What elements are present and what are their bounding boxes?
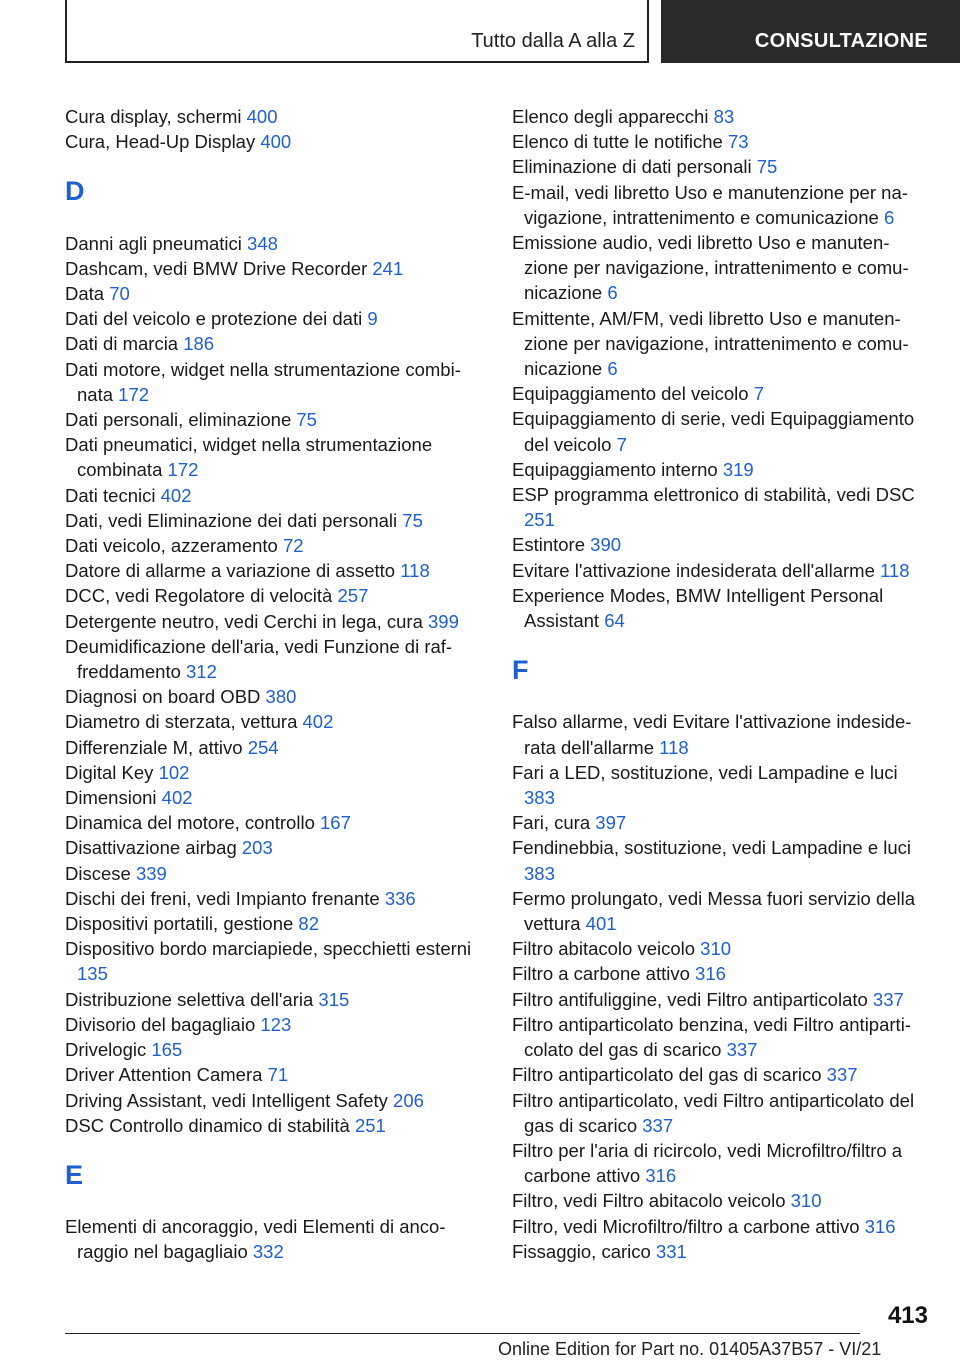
index-entry-text: Fari a LED, sostituzione, vedi Lampadine e luci xyxy=(512,761,898,783)
page-reference-link[interactable]: 336 xyxy=(384,887,416,909)
index-entry xyxy=(65,129,480,154)
page-reference-link[interactable]: 75 xyxy=(296,409,317,431)
index-entry xyxy=(512,961,930,986)
page-reference-link[interactable]: 257 xyxy=(337,585,369,607)
page-reference-link[interactable]: 70 xyxy=(109,283,130,304)
index-entry-text: Datore di allarme a variazione di assetto xyxy=(65,560,401,582)
index-entry-text: Dati motore, widget nella strumentazione combi-nata xyxy=(65,358,461,405)
page-reference-link[interactable]: 186 xyxy=(183,333,215,355)
page-reference-link[interactable]: 123 xyxy=(260,1013,292,1035)
index-entry-text: Detergente neutro, vedi Cerchi in lega, cura xyxy=(65,610,429,632)
index-entry-text: Driving Assistant, vedi Intelligent Safety xyxy=(65,1089,394,1111)
index-entry-text: Filtro per l'aria di ricircolo, vedi Microfiltro/filtro a carbone attivo xyxy=(512,1139,903,1187)
index-entry-text: Filtro antiparticolato benzina, vedi Filtro antiparti-colato del gas di scarico xyxy=(512,1013,911,1061)
index-entry xyxy=(512,406,930,456)
index-entry xyxy=(65,508,480,533)
index-entry-text: Filtro, vedi Microfiltro/filtro a carbone attivo xyxy=(512,1215,865,1237)
index-entry-text: Drivelogic xyxy=(65,1039,152,1061)
page-reference-link[interactable]: 337 xyxy=(726,1039,758,1061)
page-reference-link[interactable]: 383 xyxy=(524,862,555,884)
page-reference-link[interactable]: 6 xyxy=(607,282,618,304)
page-reference-link[interactable]: 332 xyxy=(252,1241,284,1263)
index-entry xyxy=(65,936,480,986)
index-entry-text: DCC, vedi Regolatore di velocità xyxy=(65,585,338,607)
page-reference-link[interactable]: 82 xyxy=(298,913,319,935)
page-reference-link[interactable]: 167 xyxy=(320,812,351,834)
page-reference-link[interactable]: 102 xyxy=(158,761,190,783)
index-entry-text: Filtro antiparticolato del gas di scarico xyxy=(512,1064,827,1086)
page-reference-link[interactable]: 7 xyxy=(753,383,764,405)
page-reference-link[interactable]: 75 xyxy=(756,156,778,178)
index-entry xyxy=(512,709,930,759)
index-entry xyxy=(65,735,480,760)
index-letter-heading: D xyxy=(65,176,85,207)
index-entry-text: Divisorio del bagagliaio xyxy=(65,1013,261,1035)
index-entry xyxy=(65,810,480,835)
index-entry-text: Fermo prolungato, vedi Messa fuori servizio della vettura xyxy=(512,887,916,935)
page-reference-link[interactable]: 348 xyxy=(247,232,278,254)
index-entry-text: Equipaggiamento di serie, vedi Equipaggiamento del veicolo xyxy=(512,408,915,455)
page-reference-link[interactable]: 9 xyxy=(367,308,378,330)
page-reference-link[interactable]: 135 xyxy=(77,963,108,985)
index-entry-text: Estintore xyxy=(512,534,591,556)
index-entry-text: Dati veicolo, azzeramento xyxy=(65,535,283,557)
index-entry-text: DSC Controllo dinamico di stabilità xyxy=(65,1114,355,1136)
index-column-left xyxy=(65,104,480,1265)
index-entry-text: E-mail, vedi libretto Uso e manutenzione per na-vigazione, intrattenimento e comunicazione xyxy=(512,181,908,228)
index-entry xyxy=(65,104,480,129)
index-entry-text: Fissaggio, carico xyxy=(512,1240,656,1262)
index-entry xyxy=(512,1088,930,1138)
page-reference-link[interactable]: 400 xyxy=(246,106,278,127)
header-chapter-tab xyxy=(661,0,960,63)
index-entry-text: Dispositivo bordo marciapiede, specchietti esterni xyxy=(65,938,472,960)
index-entry xyxy=(65,533,480,558)
index-entry xyxy=(512,1012,930,1062)
index-entry xyxy=(65,1088,480,1113)
index-entry-text: Eliminazione di dati personali xyxy=(512,156,757,178)
page-number: 413 xyxy=(887,1302,928,1329)
index-entry xyxy=(512,1062,930,1087)
index-entry-text: Emissione audio, vedi libretto Uso e manuten-zione per navigazione, intrattenimento e comu-nicazione xyxy=(512,232,909,304)
index-entry-text: Dati del veicolo e protezione dei dati xyxy=(65,308,368,330)
footer-divider xyxy=(65,1333,860,1334)
page-reference-link[interactable]: 337 xyxy=(872,988,904,1010)
footer-edition-text: Online Edition for Part no. 01405A37B57 - VI/21 xyxy=(498,1339,882,1359)
page-reference-link[interactable]: 71 xyxy=(267,1064,289,1086)
index-entry-text: Fendinebbia, sostituzione, vedi Lampadine e luci xyxy=(512,837,912,859)
index-entry-text: Equipaggiamento interno xyxy=(512,458,723,480)
page-reference-link[interactable]: 83 xyxy=(713,106,735,127)
page-reference-link[interactable]: 72 xyxy=(283,535,304,557)
index-entry xyxy=(65,432,480,482)
index-entry-text: Dati pneumatici, widget nella strumentazione combinata xyxy=(65,434,433,481)
page-reference-link[interactable]: 400 xyxy=(260,131,292,153)
page-reference-link[interactable]: 319 xyxy=(722,458,754,480)
page-reference-link[interactable]: 251 xyxy=(354,1114,386,1136)
index-entry-text: Dashcam, vedi BMW Drive Recorder xyxy=(65,257,373,279)
index-entry-text: Dati di marcia xyxy=(65,333,184,355)
page-reference-link[interactable]: 203 xyxy=(241,837,273,859)
index-entry-text: Dati personali, eliminazione xyxy=(65,409,297,431)
index-entry xyxy=(65,331,480,356)
index-entry-text: Filtro a carbone attivo xyxy=(512,963,696,985)
page-reference-link[interactable]: 254 xyxy=(247,736,279,758)
index-entry xyxy=(512,1239,930,1264)
header-section-tab xyxy=(65,0,649,63)
index-column-right xyxy=(512,104,930,1264)
page-reference-link[interactable]: 316 xyxy=(695,963,726,985)
page-reference-link[interactable]: 172 xyxy=(118,383,150,405)
page-reference-link[interactable]: 312 xyxy=(186,661,217,683)
index-entry-text: Elementi di ancoraggio, vedi Elementi di anco-raggio nel bagagliaio xyxy=(65,1216,446,1263)
index-entry xyxy=(65,785,480,810)
index-entry-text: Dimensioni xyxy=(65,787,162,809)
page-reference-link[interactable]: 339 xyxy=(135,862,167,884)
index-entry-text: Filtro antiparticolato, vedi Filtro antiparticolato del gas di scarico xyxy=(512,1089,915,1136)
page-reference-link[interactable]: 402 xyxy=(160,484,192,506)
index-letter-heading: F xyxy=(512,655,529,686)
index-entry xyxy=(65,835,480,860)
index-entry xyxy=(512,558,930,583)
page-reference-link[interactable]: 380 xyxy=(265,686,297,708)
page-reference-link[interactable]: 401 xyxy=(585,913,617,935)
index-entry-text: Fari, cura xyxy=(512,812,596,834)
index-entry xyxy=(65,886,480,911)
index-entry xyxy=(512,532,930,557)
index-entry xyxy=(512,180,930,230)
index-entry xyxy=(512,104,930,129)
index-entry-text: Differenziale M, attivo xyxy=(65,736,248,758)
index-entry-text: Dati, vedi Eliminazione dei dati personali xyxy=(65,509,403,531)
index-entry-text: ESP programma elettronico di stabilità, vedi DSC xyxy=(512,484,915,506)
index-entry xyxy=(512,230,930,306)
page-reference-link[interactable]: 397 xyxy=(595,812,627,834)
index-entry xyxy=(65,256,480,281)
index-entry-text: Diametro di sterzata, vettura xyxy=(65,711,303,733)
page-reference-link[interactable]: 75 xyxy=(402,509,423,531)
index-entry xyxy=(65,583,480,608)
section-title: Tutto dalla A alla Z xyxy=(471,30,635,52)
page-reference-link[interactable]: 172 xyxy=(167,459,199,481)
index-entry xyxy=(512,760,930,810)
index-entry-text: Deumidificazione dell'aria, vedi Funzione di raf-freddamento xyxy=(65,635,453,683)
index-entry-text: Filtro antifuliggine, vedi Filtro antiparticolato xyxy=(512,988,873,1010)
index-entry xyxy=(65,407,480,432)
index-entry xyxy=(512,835,930,885)
index-entry xyxy=(65,281,480,306)
chapter-title: CONSULTAZIONE xyxy=(754,30,928,52)
index-entry-text: Disattivazione airbag xyxy=(65,837,242,859)
index-entry-text: Dati tecnici xyxy=(65,484,161,506)
index-entry xyxy=(512,306,930,382)
page-reference-link[interactable]: 390 xyxy=(590,534,622,556)
page-reference-link[interactable]: 6 xyxy=(607,358,618,380)
page-reference-link[interactable]: 402 xyxy=(302,711,334,733)
page-reference-link[interactable]: 118 xyxy=(400,560,430,582)
index-entry xyxy=(65,861,480,886)
page-reference-link[interactable]: 337 xyxy=(826,1064,858,1086)
index-entry xyxy=(65,634,480,684)
index-entry xyxy=(512,583,930,633)
index-entry-text: Diagnosi on board OBD xyxy=(65,686,266,708)
index-entry xyxy=(512,1188,930,1213)
index-entry-text: Filtro, vedi Filtro abitacolo veicolo xyxy=(512,1190,791,1212)
index-letter-heading: E xyxy=(65,1159,84,1190)
page-reference-link[interactable]: 64 xyxy=(604,610,625,632)
index-entry-text: Equipaggiamento del veicolo xyxy=(512,383,754,405)
index-entry xyxy=(512,936,930,961)
page-reference-link[interactable]: 316 xyxy=(864,1215,896,1237)
index-entry-text: Digital Key xyxy=(65,761,159,783)
index-entry xyxy=(512,482,930,532)
page-reference-link[interactable]: 73 xyxy=(727,131,749,153)
page-reference-link[interactable]: 315 xyxy=(318,988,350,1010)
index-entry-text: Experience Modes, BMW Intelligent Personal Assistant xyxy=(512,584,884,632)
index-entry xyxy=(512,129,930,154)
index-entry-text: Elenco di tutte le notifiche xyxy=(512,131,728,153)
index-entry-text: Distribuzione selettiva dell'aria xyxy=(65,988,319,1010)
index-entry xyxy=(512,886,930,936)
page-reference-link[interactable]: 241 xyxy=(372,257,404,279)
index-entry xyxy=(65,357,480,407)
index-entry xyxy=(65,1062,480,1087)
page-reference-link[interactable]: 316 xyxy=(645,1165,677,1187)
index-entry-text: Evitare l'attivazione indesiderata dell'allarme xyxy=(512,559,881,581)
index-entry xyxy=(65,306,480,331)
index-entry xyxy=(65,1113,480,1138)
index-entry xyxy=(65,609,480,634)
index-entry-text: Falso allarme, vedi Evitare l'attivazione indeside-rata dell'allarme xyxy=(512,711,912,758)
index-entry xyxy=(512,381,930,406)
page-reference-link[interactable]: 331 xyxy=(655,1240,687,1262)
page-reference-link[interactable]: 118 xyxy=(880,559,910,581)
index-entry xyxy=(65,1012,480,1037)
page-reference-link[interactable]: 206 xyxy=(393,1089,424,1111)
page-reference-link[interactable]: 310 xyxy=(790,1190,822,1212)
page-reference-link[interactable]: 337 xyxy=(642,1114,674,1136)
page-reference-link[interactable]: 399 xyxy=(428,610,459,632)
page-reference-link[interactable]: 402 xyxy=(161,787,193,809)
index-entry xyxy=(512,987,930,1012)
index-entry xyxy=(65,911,480,936)
index-entry xyxy=(65,1214,480,1264)
page-reference-link[interactable]: 118 xyxy=(659,736,689,758)
index-entry xyxy=(65,760,480,785)
index-entry xyxy=(512,1138,930,1188)
index-entry-text: Discese xyxy=(65,862,136,884)
index-entry xyxy=(512,1214,930,1239)
page-reference-link[interactable]: 7 xyxy=(616,433,627,455)
index-entry-text: Data xyxy=(65,283,110,304)
page-reference-link[interactable]: 383 xyxy=(524,787,555,809)
index-entry xyxy=(512,810,930,835)
index-entry-text: Cura, Head-Up Display xyxy=(65,131,261,153)
page-reference-link[interactable]: 310 xyxy=(700,938,732,960)
page-reference-link[interactable]: 165 xyxy=(151,1039,183,1061)
index-entry-text: Cura display, schermi xyxy=(65,106,247,127)
index-entry-text: Dischi dei freni, vedi Impianto frenante xyxy=(65,887,385,909)
page-reference-link[interactable]: 6 xyxy=(883,206,895,228)
index-entry xyxy=(65,1037,480,1062)
index-entry xyxy=(65,709,480,734)
index-entry-text: Emittente, AM/FM, vedi libretto Uso e manuten-zione per navigazione, intrattenimento e comu-nicazione xyxy=(512,307,909,380)
index-entry-text: Filtro abitacolo veicolo xyxy=(512,938,701,960)
index-entry xyxy=(65,231,480,256)
page-reference-link[interactable]: 251 xyxy=(524,509,555,531)
index-entry-text: Elenco degli apparecchi xyxy=(512,106,714,127)
index-entry xyxy=(512,457,930,482)
index-entry-text: Dispositivi portatili, gestione xyxy=(65,913,299,935)
index-entry-text: Dinamica del motore, controllo xyxy=(65,812,320,834)
index-entry xyxy=(65,483,480,508)
index-entry xyxy=(65,558,480,583)
index-entry xyxy=(65,684,480,709)
index-entry-text: Danni agli pneumatici xyxy=(65,232,248,254)
index-entry xyxy=(512,154,930,179)
index-entry xyxy=(65,987,480,1012)
index-entry-text: Driver Attention Camera xyxy=(65,1064,268,1086)
